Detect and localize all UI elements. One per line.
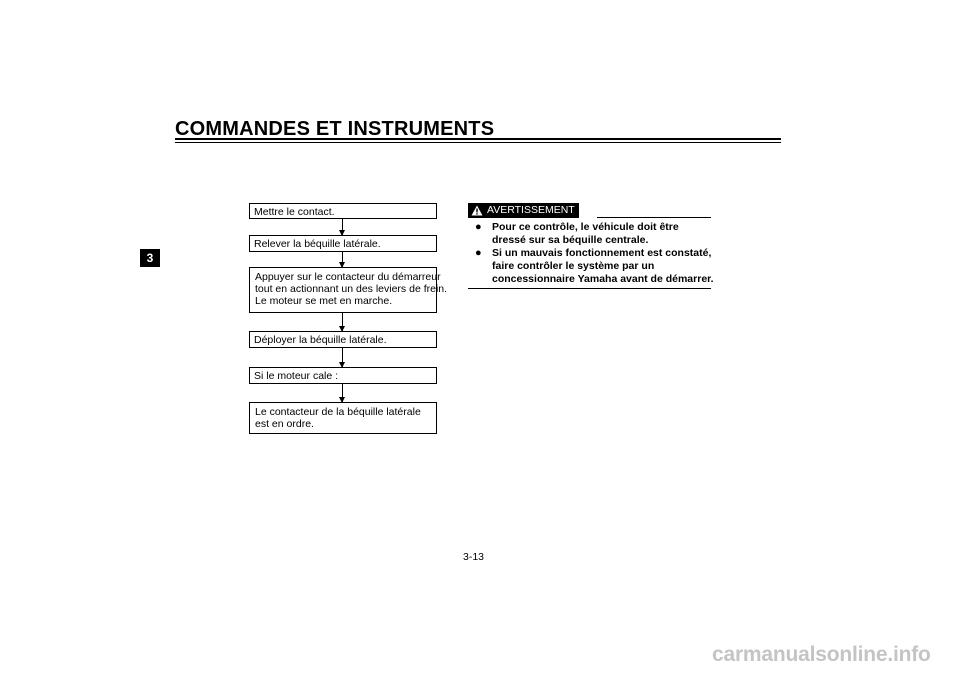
flowchart-arrow — [342, 384, 343, 402]
list-item: ● Pour ce contrôle, le véhicule doit être dressé sur sa béquille centrale. — [475, 221, 679, 246]
flowchart-step: Mettre le contact. — [249, 203, 437, 219]
warning-list — [475, 221, 715, 286]
page-title: COMMANDES ET INSTRUMENTS — [175, 118, 495, 140]
flowchart-arrow — [342, 252, 343, 267]
list-item: ● Si un mauvais fonctionnement est constaté, faire contrôler le système par un concessionnaire Yamaha avant de démarrer. — [475, 247, 714, 285]
page-number: 3-13 — [463, 551, 485, 563]
warning-badge — [468, 203, 579, 218]
chapter-tab: 3 — [140, 249, 160, 267]
flowchart-step: Si le moteur cale : — [249, 367, 437, 384]
flowchart-arrow — [342, 219, 343, 235]
warning-header-rule — [597, 217, 711, 218]
flowchart-step: Relever la béquille latérale. — [249, 235, 437, 252]
warning-label: AVERTISSEMENT — [487, 204, 575, 216]
bullet-icon: ● — [475, 221, 482, 233]
flowchart-arrow — [342, 313, 343, 331]
flowchart-step: Déployer la béquille latérale. — [249, 331, 437, 348]
flowchart-step: Le contacteur de la béquille latérale est en ordre. — [249, 402, 437, 434]
bullet-icon: ● — [475, 247, 482, 259]
flowchart-step: Appuyer sur le contacteur du démarreur tout en actionnant un des leviers de frein. Le moteur se met en marche. — [249, 267, 437, 313]
watermark: carmanualsonline.info — [712, 643, 931, 666]
header-rule — [175, 138, 781, 143]
warning-bottom-rule — [468, 288, 711, 289]
warning-triangle-icon — [471, 205, 483, 216]
flowchart-arrow — [342, 348, 343, 367]
